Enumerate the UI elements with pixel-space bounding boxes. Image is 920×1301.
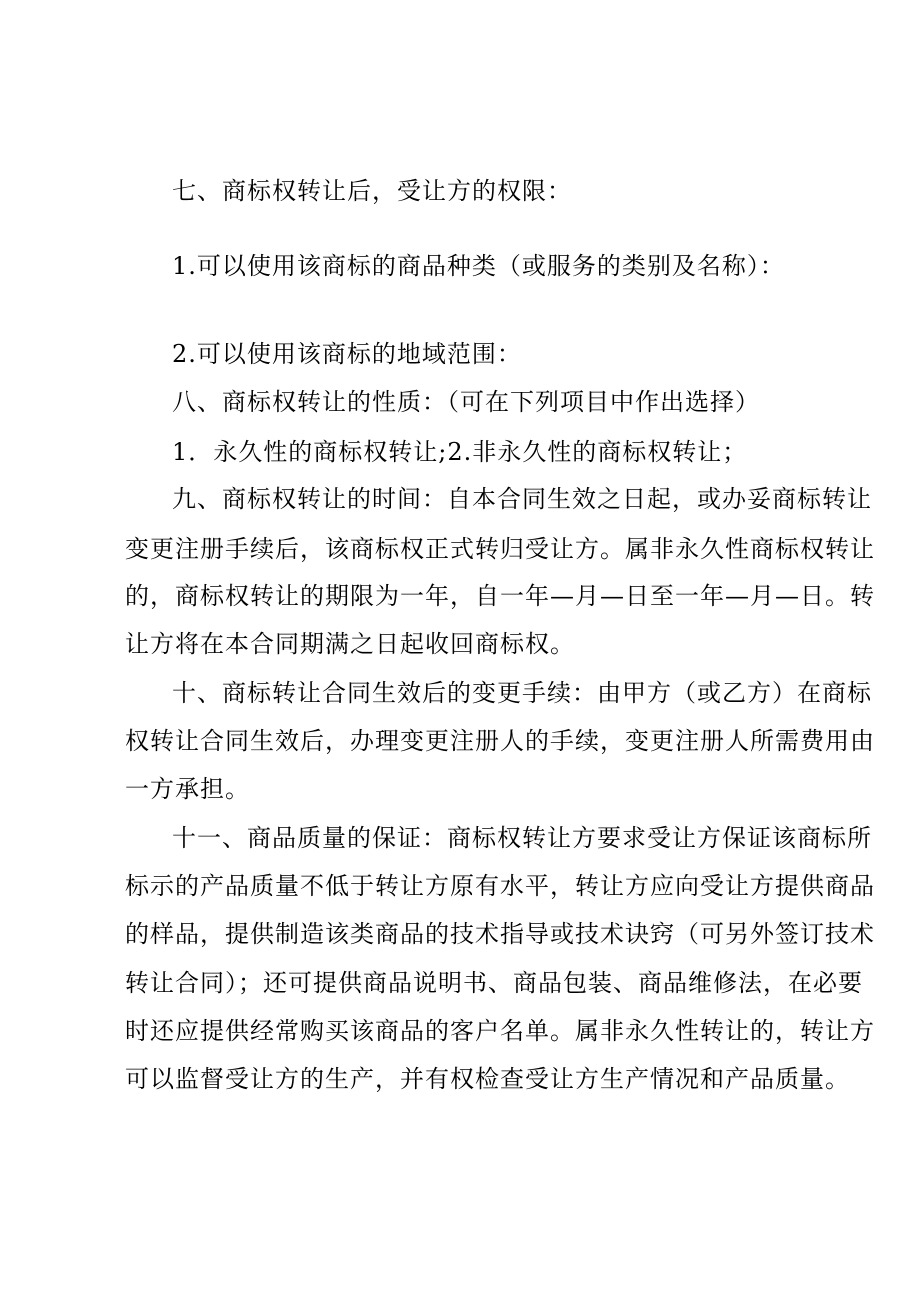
section-9-line-2: 变更注册手续后，该商标权正式转归受让方。属非永久性商标权转让 — [125, 535, 875, 563]
section-11-line-3: 的样品，提供制造该类商品的技术指导或技术诀窍（可另外签订技术 — [125, 920, 875, 948]
section-11-line-4: 转让合同）；还可提供商品说明书、商品包装、商品维修法，在必要 — [125, 969, 863, 997]
section-8-heading: 八、商标权转让的性质：（可在下列项目中作出选择） — [172, 388, 760, 416]
section-10-line-2: 权转让合同生效后，办理变更注册人的手续，变更注册人所需费用由 — [125, 727, 875, 755]
section-7-item-1: 1.可以使用该商标的商品种类（或服务的类别及名称）： — [172, 252, 785, 280]
section-10-line-3: 一方承担。 — [125, 775, 250, 803]
section-7-heading: 七、商标权转让后，受让方的权限： — [172, 177, 572, 205]
section-11-line-5: 时还应提供经常购买该商品的客户名单。属非永久性转让的，转让方 — [125, 1017, 875, 1045]
section-7-item-2: 2.可以使用该商标的地域范围： — [172, 340, 522, 368]
section-11-line-1: 十一、商品质量的保证：商标权转让方要求受让方保证该商标所 — [172, 824, 872, 852]
section-9-line-1: 九、商标权转让的时间：自本合同生效之日起，或办妥商标转让 — [172, 485, 872, 513]
section-9-line-3: 的，商标权转让的期限为一年，自一年—月—日至一年—月—日。转 — [125, 582, 875, 610]
section-9-line-4: 让方将在本合同期满之日起收回商标权。 — [125, 630, 575, 658]
section-10-line-1: 十、商标转让合同生效后的变更手续：由甲方（或乙方）在商标 — [172, 679, 872, 707]
section-8-options: 1．永久性的商标权转让;2.非永久性的商标权转让； — [172, 438, 748, 466]
section-11-line-2: 标示的产品质量不低于转让方原有水平，转让方应向受让方提供商品 — [125, 872, 875, 900]
section-11-line-6: 可以监督受让方的生产，并有权检查受让方生产情况和产品质量。 — [125, 1065, 850, 1093]
